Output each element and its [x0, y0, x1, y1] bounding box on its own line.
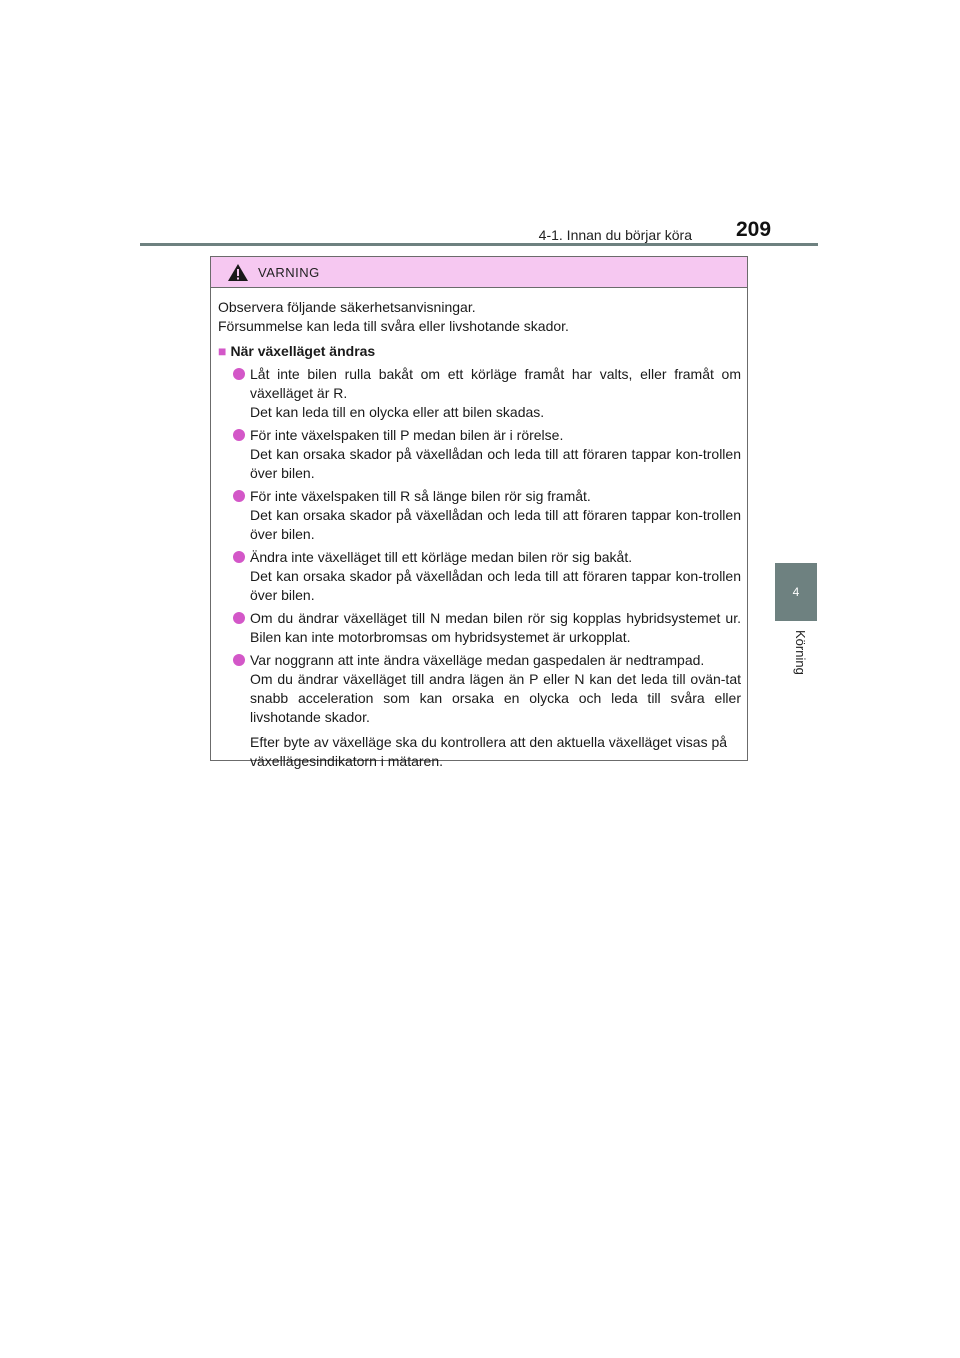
page-number: 209	[736, 218, 772, 241]
header-divider	[140, 243, 818, 246]
bullet-line: För inte växelspaken till R så länge bilen rör sig framåt.	[250, 488, 591, 504]
intro-line: Försummelse kan leda till svåra eller livshotande skador.	[218, 318, 569, 334]
bullet-line: För inte växelspaken till P medan bilen är i rörelse.	[250, 427, 564, 443]
bullet-dot-icon	[233, 654, 245, 666]
warning-triangle-icon	[227, 263, 249, 282]
bullet-dot-icon	[233, 612, 245, 624]
followup-note: Efter byte av växelläge ska du kontrollera att den aktuella växelläget visas på växellägesindikatorn i mätaren.	[250, 734, 728, 769]
bullet-line: Det kan leda till en olycka eller att bilen skadas.	[250, 404, 545, 420]
bullet-item	[218, 548, 741, 605]
warning-header	[211, 257, 747, 288]
bullet-item	[218, 487, 741, 544]
bullet-item	[218, 365, 741, 422]
warning-intro	[218, 298, 741, 336]
bullet-line: Det kan orsaka skador på växellådan och leda till att föraren tappar kon-trollen över bilen.	[250, 568, 741, 603]
bullet-dot-icon	[233, 429, 245, 441]
bullet-line: Var noggrann att inte ändra växelläge medan gaspedalen är nedtrampad.	[250, 652, 705, 668]
header-section-title: 4-1. Innan du börjar köra	[538, 227, 692, 243]
intro-line: Observera följande säkerhetsanvisningar.	[218, 299, 476, 315]
bullet-item	[218, 651, 741, 727]
bullet-dot-icon	[233, 368, 245, 380]
bullet-line: Låt inte bilen rulla bakåt om ett körläge framåt har valts, eller framåt om växelläget är R.	[250, 366, 741, 401]
chapter-tab	[775, 563, 817, 621]
bullet-dot-icon	[233, 490, 245, 502]
section-heading	[218, 342, 741, 361]
chapter-number: 4	[792, 585, 800, 599]
bullet-line: Det kan orsaka skador på växellådan och leda till att föraren tappar kon-trollen över bilen.	[250, 507, 741, 542]
bullet-dot-icon	[233, 551, 245, 563]
warning-body	[211, 288, 747, 771]
square-bullet-icon: ■	[218, 343, 227, 359]
warning-box	[210, 256, 748, 769]
bullet-item	[218, 426, 741, 483]
bullet-line: Det kan orsaka skador på växellådan och leda till att föraren tappar kon-trollen över bilen.	[250, 446, 741, 481]
bullet-line: Om du ändrar växelläget till andra lägen än P eller N kan det leda till ovän-tat snabb acceleration som kan orsaka en olycka och leda till svåra eller livshotande skador.	[250, 671, 741, 725]
section-heading-text: När växelläget ändras	[230, 343, 376, 359]
bullet-line: Ändra inte växelläget till ett körläge medan bilen rör sig bakåt.	[250, 549, 633, 565]
bullet-item	[218, 609, 741, 647]
bullet-line: Om du ändrar växelläget till N medan bilen rör sig kopplas hybridsystemet ur. Bilen kan inte motorbromsas om hybridsystemet är urkopplat.	[250, 610, 741, 645]
warning-title: VARNING	[258, 264, 320, 280]
chapter-label: Körning	[793, 630, 808, 675]
